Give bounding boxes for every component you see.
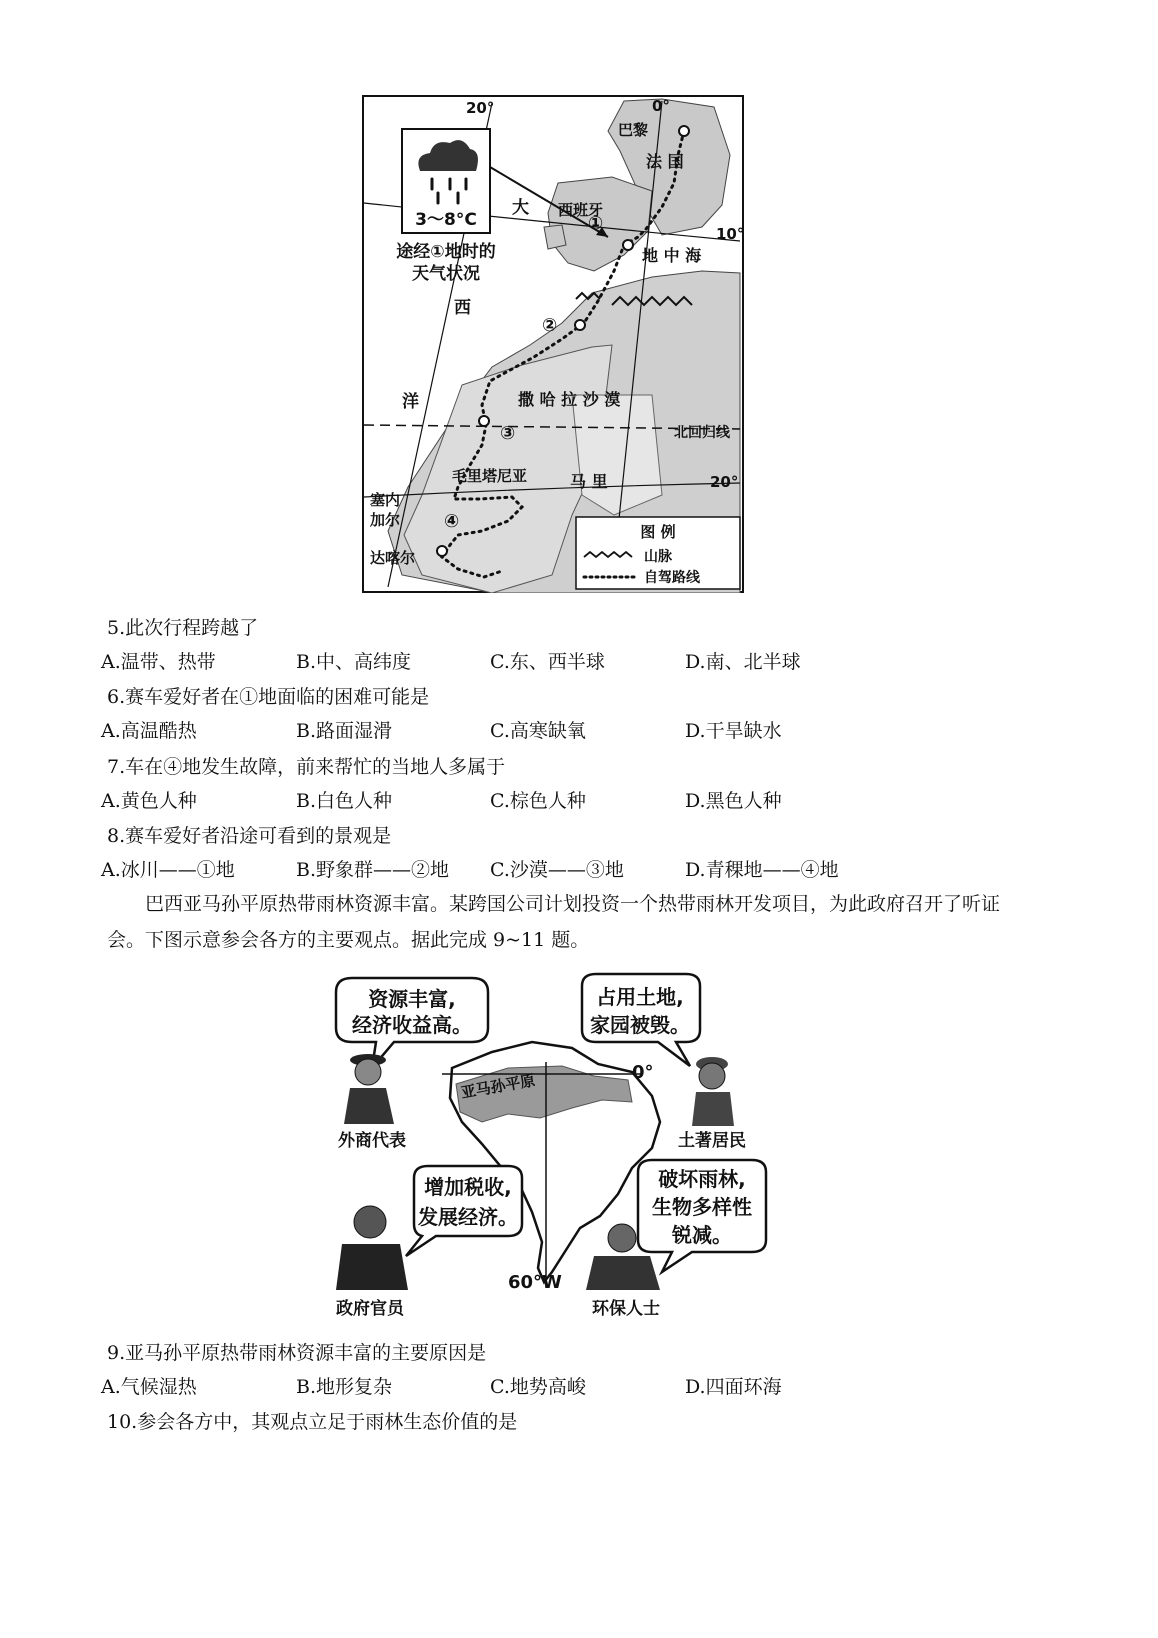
paris-label: 巴黎 [618,121,649,139]
point4-label: ④ [444,511,460,532]
tropic-label: 北回归线 [674,425,730,441]
bubble4-line3: 锐减。 [672,1223,732,1247]
bubble1-line1: 资源丰富, [368,987,456,1011]
bubble4-line1: 破坏雨林, [658,1167,746,1191]
point2-dot [575,320,585,330]
question-7-option-b: B.白色人种 [296,790,393,812]
question-9-option-c: C.地势高峻 [490,1376,586,1398]
person1-label: 外商代表 [338,1131,406,1151]
mauritania-label: 毛里塔尼亚 [452,467,528,485]
question-6-stem: 6.赛车爱好者在①地面临的困难可能是 [107,686,430,708]
foreign-rep-figure [344,1054,394,1124]
passage-text: 巴西亚马孙平原热带雨林资源丰富。某跨国公司计划投资一个热带雨林开发项目，为此政府召开了听证会。下图示意参会各方的主要观点。据此完成 9~11 题。 [107,893,1001,951]
question-8-option-c: C.沙漠——③地 [490,859,624,881]
question-5-option-d: D.南、北半球 [685,651,801,673]
sahara-label: 撒 哈 拉 沙 漠 [518,390,621,409]
question-5-option-b: B.中、高纬度 [296,651,412,673]
paris-dot [679,126,689,136]
question-6-option-b: B.路面湿滑 [296,720,393,742]
person2-label: 土著居民 [678,1131,746,1151]
question-9-stem: 9.亚马孙平原热带雨林资源丰富的主要原因是 [107,1342,487,1364]
person3-label: 政府官员 [336,1299,404,1319]
question-8-option-d: D.青稞地——④地 [685,859,839,881]
legend-mountain-label: 山脉 [644,549,672,565]
atlantic-label-1: 大 [512,198,529,218]
weather-temp: 3～8°C [415,210,477,230]
question-8-stem: 8.赛车爱好者沿途可看到的景观是 [107,825,392,847]
point4-dot [437,546,447,556]
lon-0-label: 0° [652,97,670,115]
france-label: 法 国 [646,152,684,171]
question-9-option-a: A.气候湿热 [101,1376,197,1398]
question-7-option-d: D.黑色人种 [685,790,782,812]
question-6-option-d: D.干旱缺水 [685,720,782,742]
sahara-region [572,395,662,515]
question-7-option-c: C.棕色人种 [490,790,586,812]
hearing-cartoon [332,972,782,1322]
equator-label: 0° [632,1062,654,1083]
legend-route-label: 自驾路线 [644,570,700,586]
senegal-label-1: 塞内 [370,491,401,509]
question-9-option-b: B.地形复杂 [296,1376,393,1398]
spain-label: 西班牙 [558,201,604,219]
senegal-label-2: 加尔 [370,511,401,529]
bubble2-line1: 占用土地, [596,985,684,1009]
bubble1-line2: 经济收益高。 [352,1013,472,1037]
government-official-figure [336,1206,408,1290]
route-map [362,95,744,593]
lon-20-label: 20° [466,99,495,117]
portugal-land [544,225,566,249]
bubble2-line2: 家园被毁。 [590,1013,690,1037]
question-9-option-d: D.四面环海 [685,1376,782,1398]
bubble4-line2: 生物多样性 [652,1195,752,1219]
question-5-stem: 5.此次行程跨越了 [107,617,259,639]
question-7-stem: 7.车在④地发生故障，前来帮忙的当地人多属于 [107,756,506,778]
lon-10-label: 10° [716,225,744,243]
question-10-stem: 10.参会各方中，其观点立足于雨林生态价值的是 [107,1411,518,1433]
mediterranean-label: 地 中 海 [642,246,702,265]
atlantic-label-3: 洋 [402,392,419,412]
atlantic-label-2: 西 [454,298,471,318]
hearing-cartoon-figure [332,972,782,1322]
question-5-option-c: C.东、西半球 [490,651,605,673]
question-8-option-b: B.野象群——②地 [296,859,450,881]
route-map-figure [362,95,744,593]
meridian-label: 60°W [508,1272,562,1293]
question-5-option-a: A.温带、热带 [101,651,216,673]
bubble3-line2: 发展经济。 [418,1205,518,1229]
person4-label: 环保人士 [592,1299,660,1319]
lat-20-label: 20° [710,473,739,491]
indigenous-figure [692,1057,734,1126]
question-8-option-a: A.冰川——①地 [101,859,235,881]
point2-label: ② [542,315,558,336]
question-6-option-c: C.高寒缺氧 [490,720,586,742]
point1-label: ① [588,213,604,234]
dakar-label: 达喀尔 [370,549,416,567]
bubble3-line1: 增加税收, [424,1175,512,1199]
question-6-option-a: A.高温酷热 [101,720,197,742]
mali-label: 马 里 [570,472,608,491]
weather-caption-1: 途经①地时的 [396,242,496,262]
legend-title: 图 例 [640,523,676,541]
question-7-option-a: A.黄色人种 [101,790,197,812]
weather-caption-2: 天气状况 [412,264,480,284]
amazon-label: 亚马孙平原 [459,1071,537,1102]
point1-dot [623,240,633,250]
point3-dot [479,416,489,426]
point3-label: ③ [500,423,516,444]
